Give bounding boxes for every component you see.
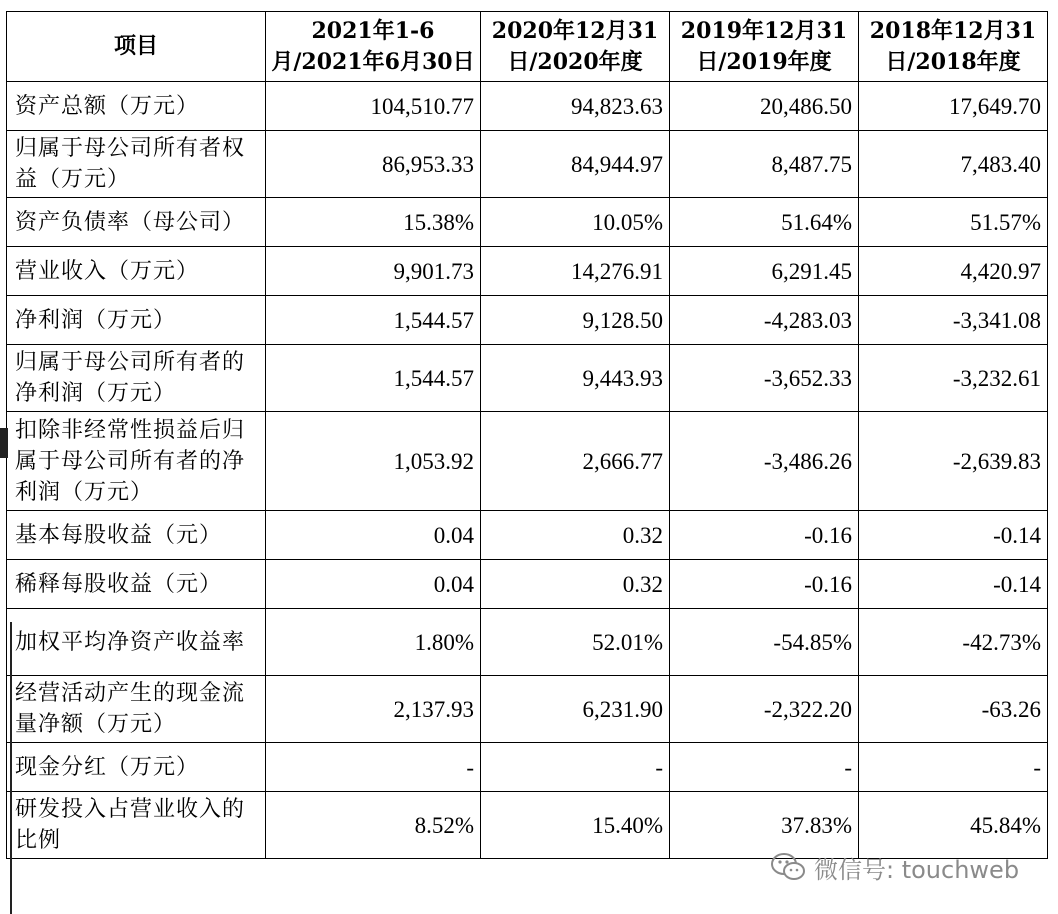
- watermark-text: 微信号: touchweb: [814, 855, 1020, 884]
- cell-value: 14,276.91: [481, 247, 670, 296]
- wechat-icon: [770, 851, 806, 883]
- cell-value: 8,487.75: [670, 131, 859, 198]
- row-label: 基本每股收益（元）: [7, 511, 266, 560]
- cell-value: -3,232.61: [859, 345, 1048, 412]
- cell-value: 9,443.93: [481, 345, 670, 412]
- header-row: [7, 12, 1048, 82]
- cell-value: 6,291.45: [670, 247, 859, 296]
- table-row: [7, 198, 1048, 247]
- table-row: [7, 296, 1048, 345]
- table-row: [7, 743, 1048, 792]
- cell-value: 84,944.97: [481, 131, 670, 198]
- header-2020: 2020年12月31日/2020年度: [481, 12, 670, 82]
- header-2018: 2018年12月31日/2018年度: [859, 12, 1048, 82]
- table-row: [7, 412, 1048, 511]
- cell-value: -63.26: [859, 676, 1048, 743]
- cell-value: 51.64%: [670, 198, 859, 247]
- cell-value: -: [266, 743, 481, 792]
- table-row: [7, 247, 1048, 296]
- header-item: 项目: [7, 12, 266, 82]
- header-2019: 2019年12月31日/2019年度: [670, 12, 859, 82]
- cell-value: 45.84%: [859, 792, 1048, 859]
- row-label: 加权平均净资产收益率: [7, 609, 266, 676]
- cell-value: -0.14: [859, 560, 1048, 609]
- cell-value: 51.57%: [859, 198, 1048, 247]
- watermark: [770, 850, 1019, 884]
- cell-value: 9,901.73: [266, 247, 481, 296]
- cell-value: 52.01%: [481, 609, 670, 676]
- cell-value: 1.80%: [266, 609, 481, 676]
- cell-value: -2,322.20: [670, 676, 859, 743]
- cell-value: 0.32: [481, 560, 670, 609]
- cell-value: 7,483.40: [859, 131, 1048, 198]
- cell-value: -: [859, 743, 1048, 792]
- row-label: 净利润（万元）: [7, 296, 266, 345]
- cell-value: 8.52%: [266, 792, 481, 859]
- table-row: [7, 676, 1048, 743]
- cell-value: -4,283.03: [670, 296, 859, 345]
- financial-summary-table: [6, 11, 1048, 859]
- table-row: [7, 560, 1048, 609]
- row-label: 归属于母公司所有者的净利润（万元）: [7, 345, 266, 412]
- cell-value: -54.85%: [670, 609, 859, 676]
- row-label: 营业收入（万元）: [7, 247, 266, 296]
- cell-value: -3,486.26: [670, 412, 859, 511]
- cell-value: 37.83%: [670, 792, 859, 859]
- row-label: 研发投入占营业收入的比例: [7, 792, 266, 859]
- cell-value: 0.04: [266, 560, 481, 609]
- row-label: 稀释每股收益（元）: [7, 560, 266, 609]
- table-row: [7, 345, 1048, 412]
- cell-value: -2,639.83: [859, 412, 1048, 511]
- cell-value: 1,544.57: [266, 296, 481, 345]
- table-row: [7, 82, 1048, 131]
- table-row: [7, 792, 1048, 859]
- margin-mark-line: [10, 622, 12, 914]
- row-label: 资产总额（万元）: [7, 82, 266, 131]
- cell-value: 86,953.33: [266, 131, 481, 198]
- cell-value: -3,652.33: [670, 345, 859, 412]
- cell-value: 17,649.70: [859, 82, 1048, 131]
- table-row: [7, 131, 1048, 198]
- cell-value: 104,510.77: [266, 82, 481, 131]
- cell-value: 1,544.57: [266, 345, 481, 412]
- cell-value: -3,341.08: [859, 296, 1048, 345]
- table-row: [7, 511, 1048, 560]
- cell-value: -0.14: [859, 511, 1048, 560]
- cell-value: 1,053.92: [266, 412, 481, 511]
- margin-mark-block: [0, 428, 8, 458]
- cell-value: 20,486.50: [670, 82, 859, 131]
- row-label: 资产负债率（母公司）: [7, 198, 266, 247]
- header-2021-h1: 2021年1-6月/2021年6月30日: [266, 12, 481, 82]
- cell-value: 0.32: [481, 511, 670, 560]
- cell-value: 10.05%: [481, 198, 670, 247]
- cell-value: 2,666.77: [481, 412, 670, 511]
- cell-value: -: [670, 743, 859, 792]
- cell-value: -0.16: [670, 511, 859, 560]
- cell-value: 9,128.50: [481, 296, 670, 345]
- cell-value: 94,823.63: [481, 82, 670, 131]
- cell-value: 15.38%: [266, 198, 481, 247]
- cell-value: -0.16: [670, 560, 859, 609]
- cell-value: -42.73%: [859, 609, 1048, 676]
- cell-value: 15.40%: [481, 792, 670, 859]
- cell-value: 6,231.90: [481, 676, 670, 743]
- row-label: 归属于母公司所有者权益（万元）: [7, 131, 266, 198]
- row-label: 扣除非经常性损益后归属于母公司所有者的净利润（万元）: [7, 412, 266, 511]
- row-label: 现金分红（万元）: [7, 743, 266, 792]
- table-row: [7, 609, 1048, 676]
- row-label: 经营活动产生的现金流量净额（万元）: [7, 676, 266, 743]
- cell-value: -: [481, 743, 670, 792]
- cell-value: 0.04: [266, 511, 481, 560]
- cell-value: 4,420.97: [859, 247, 1048, 296]
- cell-value: 2,137.93: [266, 676, 481, 743]
